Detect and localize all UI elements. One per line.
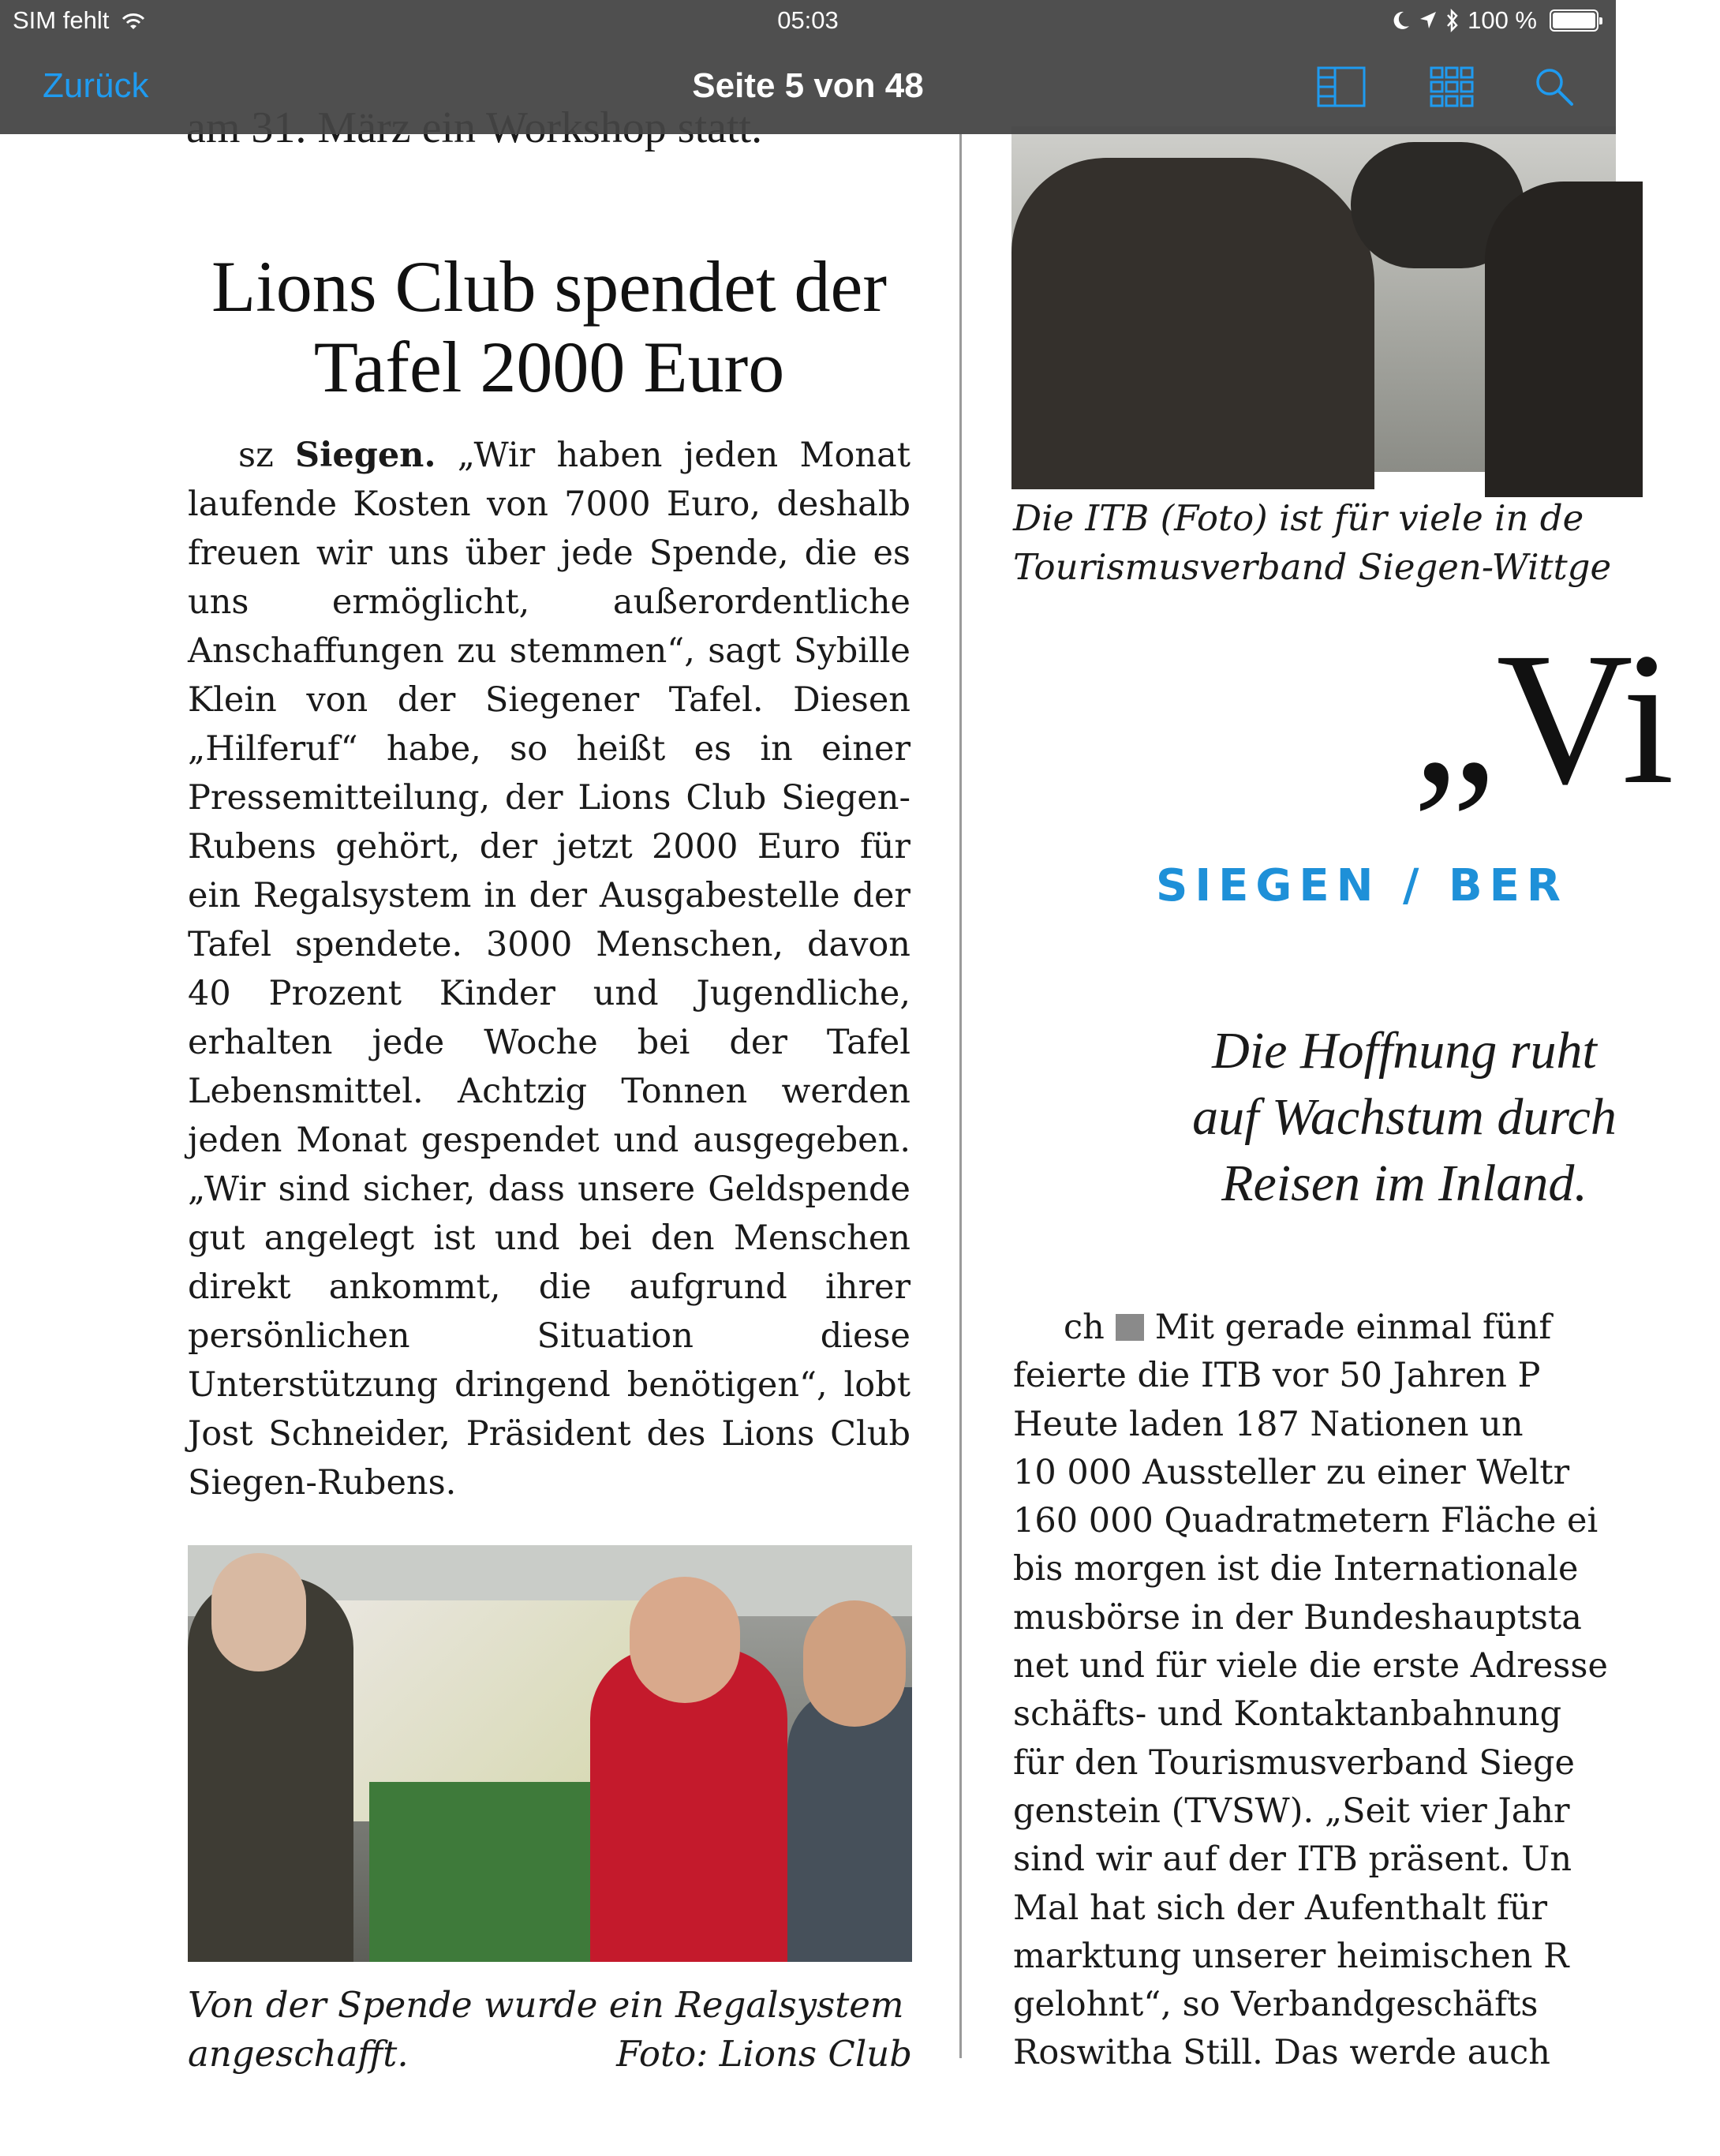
byline: sz <box>238 436 274 475</box>
battery-icon <box>1550 9 1598 32</box>
location-kicker: SIEGEN / BER <box>1156 860 1569 911</box>
body-line: Mal hat sich der Aufenthalt für <box>1013 1888 1548 1928</box>
column-divider <box>959 134 962 2058</box>
itb-photo <box>1011 126 1616 472</box>
teaser-line: Reisen im Inland. <box>1221 1155 1587 1212</box>
body-line: schäfts- und Kontaktanbahnung <box>1013 1694 1562 1735</box>
right-article-body <box>1013 1304 1644 2078</box>
body-line: bis morgen ist die Internationale <box>1013 1549 1579 1589</box>
article-photo <box>188 1545 912 1962</box>
carrier-text: SIM fehlt <box>13 6 110 34</box>
body-line: Mit gerade einmal fünf <box>1154 1308 1552 1347</box>
clock: 05:03 <box>777 6 839 34</box>
body-line: feierte die ITB vor 50 Jahren P <box>1013 1356 1541 1396</box>
caption-text: Von der Spende wurde ein Regalsystem angeschafft. <box>188 1984 904 2075</box>
search-icon[interactable] <box>1531 63 1581 110</box>
body-line: für den Tourismusverband Siege <box>1013 1742 1575 1783</box>
body-line: gelohnt“, so Verbandgeschäfts <box>1013 1985 1539 2025</box>
byline: ch <box>1064 1308 1105 1347</box>
caption-line: Tourismusverband Siegen-Wittge <box>1013 546 1612 588</box>
body-line: 10 000 Aussteller zu einer Weltr <box>1013 1452 1570 1492</box>
teaser <box>1089 1018 1720 1217</box>
location-arrow-icon <box>1419 10 1438 31</box>
battery-percent: 100 % <box>1468 6 1537 34</box>
body-line: genstein (TVSW). „Seit vier Jahr <box>1013 1791 1570 1831</box>
body-line: sind wir auf der ITB präsent. Un <box>1013 1840 1572 1880</box>
body-line: musbörse in der Bundeshauptsta <box>1013 1597 1582 1638</box>
photo-caption <box>188 1981 912 2079</box>
teaser-line: auf Wachstum durch <box>1192 1088 1617 1146</box>
article-body <box>188 431 910 1507</box>
navigation-bar <box>0 0 1616 134</box>
right-headline-fragment: „Vi <box>1412 613 1675 823</box>
itb-photo-caption <box>1013 494 1644 592</box>
page-indicator: Seite 5 von 48 <box>692 66 924 105</box>
dateline: Siegen. <box>295 436 436 475</box>
body-line: Roswitha Still. Das werde auch <box>1013 2033 1550 2073</box>
body-line: net und für viele die erste Adresse <box>1013 1646 1608 1686</box>
teaser-line: Die Hoffnung ruht <box>1212 1022 1597 1080</box>
article-headline: Lions Club spendet der Tafel 2000 Euro <box>211 246 887 407</box>
body-line: 160 000 Quadratmetern Fläche ei <box>1013 1501 1598 1541</box>
body-line: marktung unserer heimischen R <box>1013 1936 1569 1976</box>
grid-view-icon[interactable] <box>1426 63 1477 110</box>
bullet-square <box>1116 1314 1144 1341</box>
body-line: Heute laden 187 Nationen un <box>1013 1404 1524 1444</box>
page-view-icon[interactable] <box>1316 63 1367 110</box>
bluetooth-icon <box>1445 9 1460 32</box>
photo-credit: Foto: Lions Club <box>616 2033 912 2075</box>
body-line-first <box>1013 1304 1644 1352</box>
caption-line: Die ITB (Foto) ist für viele in de <box>1013 497 1584 539</box>
body-text: „Wir haben jeden Monat laufende Kosten von 7000 Euro, deshalb freuen wir uns über jede Spende, die es uns ermöglicht, außerordentliche Anschaffungen zu stemmen“, sagt Sybille Klein von der Siegener Tafel. Diesen „Hilferuf“ habe, so heißt es in einer Pressemitteilung, der Lions Club Siegen-Rubens gehört, der jetzt 2000 Euro für ein Regalsystem in der Ausgabestelle der Tafel spendete. 3000 Menschen, davon 40 Prozent Kinder und Jugendliche, erhalten jede Woche bei der Tafel Lebensmittel. Achtzig Tonnen werden jeden Monat gespendet und ausgegeben. „Wir sind sicher, dass unsere Geldspende gut angelegt ist und bei den Menschen direkt ankommt, die aufgrund ihrer persönlichen Situation diese Unterstützung dringend benötigen“, lobt Jost Schneider, Präsident des Lions Club Siegen-Rubens. <box>188 436 910 1503</box>
system-status <box>1392 6 1598 35</box>
moon-icon <box>1392 10 1411 31</box>
back-button[interactable]: Zurück <box>43 66 149 105</box>
